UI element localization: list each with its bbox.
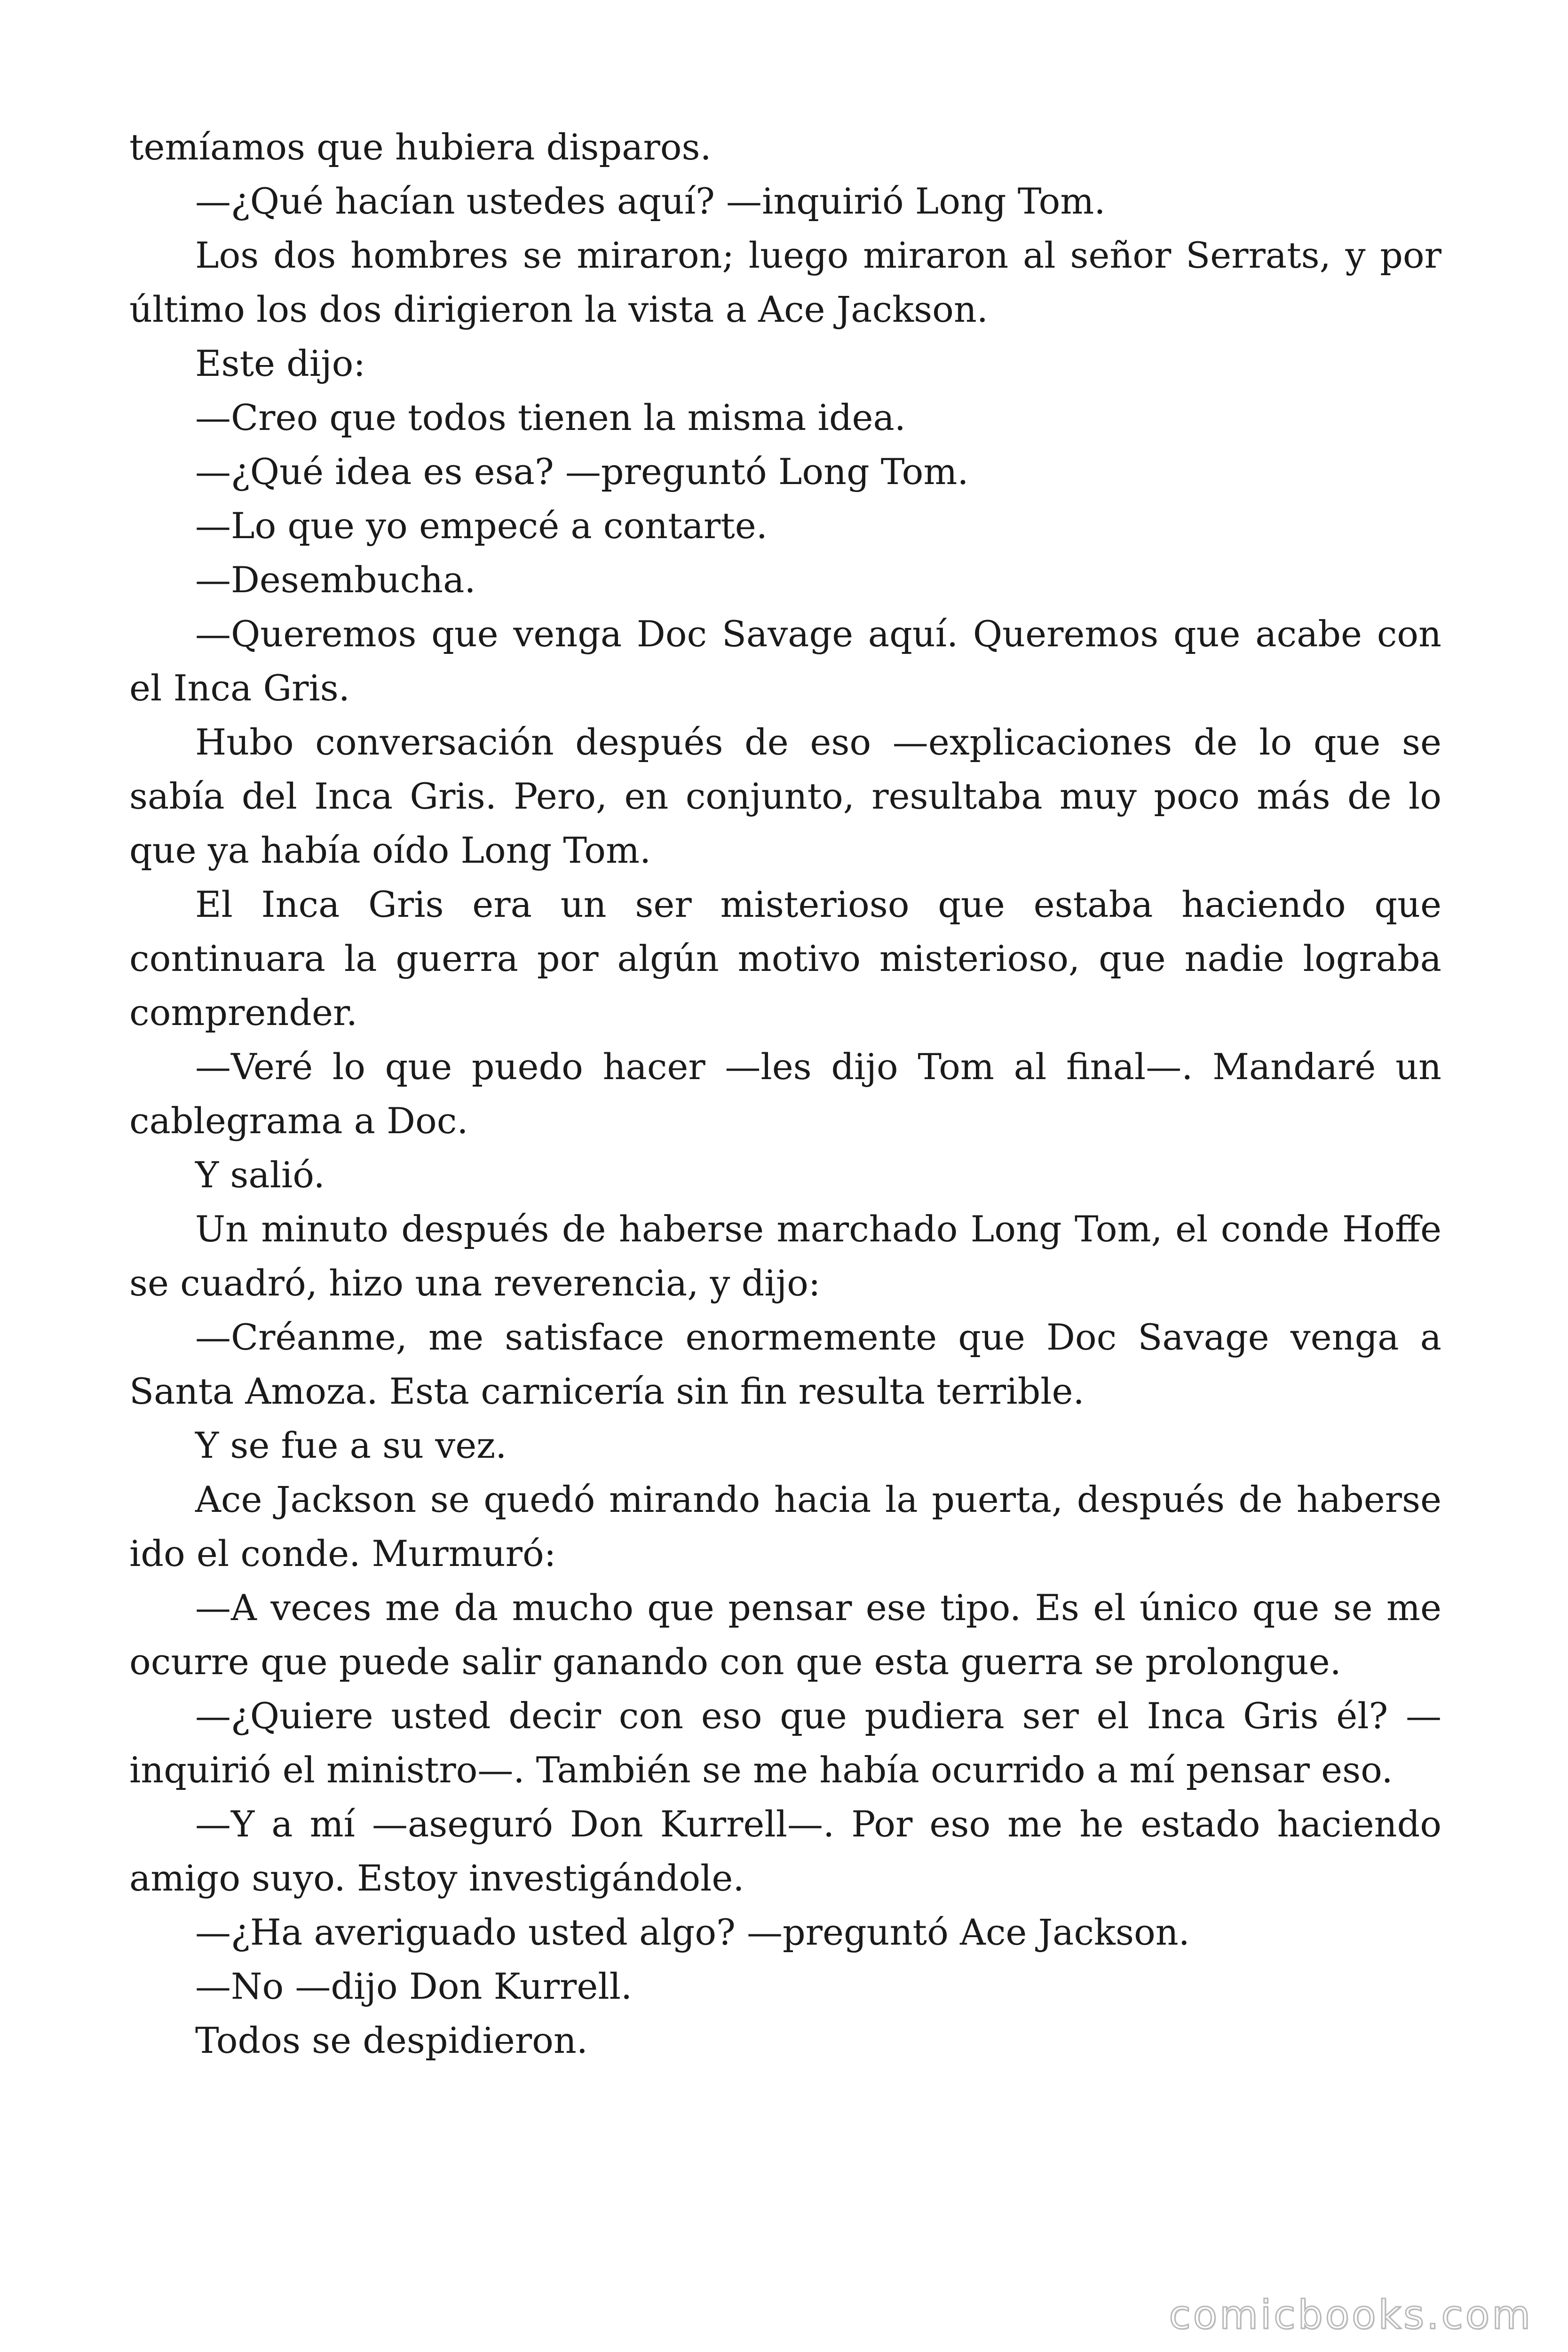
paragraph-4: Este dijo: — [195, 342, 366, 384]
paragraph-9: —Queremos que venga Doc Savage aquí. Queremos que acabe con el Inca Gris. — [129, 613, 1441, 709]
watermark: comicbooks.com — [1169, 2292, 1533, 2338]
body-text — [129, 120, 1441, 2067]
paragraph-6: —¿Qué idea es esa? —preguntó Long Tom. — [195, 451, 969, 493]
paragraph-19: —¿Quiere usted decir con eso que pudiera ser el Inca Gris él? —inquirió el ministro—. También se me había ocurrido a mí pensar eso. — [129, 1695, 1441, 1791]
paragraph-1: temíamos que hubiera disparos. — [129, 126, 712, 168]
paragraph-12: —Veré lo que puedo hacer —les dijo Tom al final—. Mandaré un cablegrama a Doc. — [129, 1046, 1441, 1142]
paragraph-18: —A veces me da mucho que pensar ese tipo. Es el único que se me ocurre que puede salir ganando con que esta guerra se prolongue. — [129, 1587, 1441, 1683]
paragraph-10: Hubo conversación después de eso —explicaciones de lo que se sabía del Inca Gris. Pero, en conjunto, resultaba muy poco más de lo que ya había oído Long Tom. — [129, 721, 1441, 871]
paragraph-2: —¿Qué hacían ustedes aquí? —inquirió Long Tom. — [195, 180, 1106, 222]
paragraph-23: Todos se despidieron. — [195, 2019, 588, 2061]
paragraph-14: Un minuto después de haberse marchado Long Tom, el conde Hoffe se cuadró, hizo una reverencia, y dijo: — [129, 1208, 1441, 1304]
paragraph-11: El Inca Gris era un ser misterioso que estaba haciendo que continuara la guerra por algún motivo misterioso, que nadie lograba comprender. — [129, 883, 1441, 1033]
paragraph-8: —Desembucha. — [195, 559, 476, 601]
paragraph-22: —No —dijo Don Kurrell. — [195, 1965, 633, 2007]
paragraph-16: Y se fue a su vez. — [195, 1424, 507, 1466]
paragraph-3: Los dos hombres se miraron; luego miraron al señor Serrats, y por último los dos dirigieron la vista a Ace Jackson. — [129, 234, 1441, 330]
paragraph-13: Y salió. — [195, 1154, 325, 1196]
paragraph-7: —Lo que yo empecé a contarte. — [195, 505, 768, 547]
paragraph-20: —Y a mí —aseguró Don Kurrell—. Por eso me he estado haciendo amigo suyo. Estoy investigándole. — [129, 1803, 1441, 1899]
paragraph-15: —Créanme, me satisface enormemente que Doc Savage venga a Santa Amoza. Esta carnicería sin fin resulta terrible. — [129, 1316, 1441, 1412]
paragraph-17: Ace Jackson se quedó mirando hacia la puerta, después de haberse ido el conde. Murmuró: — [129, 1478, 1441, 1574]
paragraph-5: —Creo que todos tienen la misma idea. — [195, 397, 906, 438]
paragraph-21: —¿Ha averiguado usted algo? —preguntó Ace Jackson. — [195, 1911, 1190, 1953]
